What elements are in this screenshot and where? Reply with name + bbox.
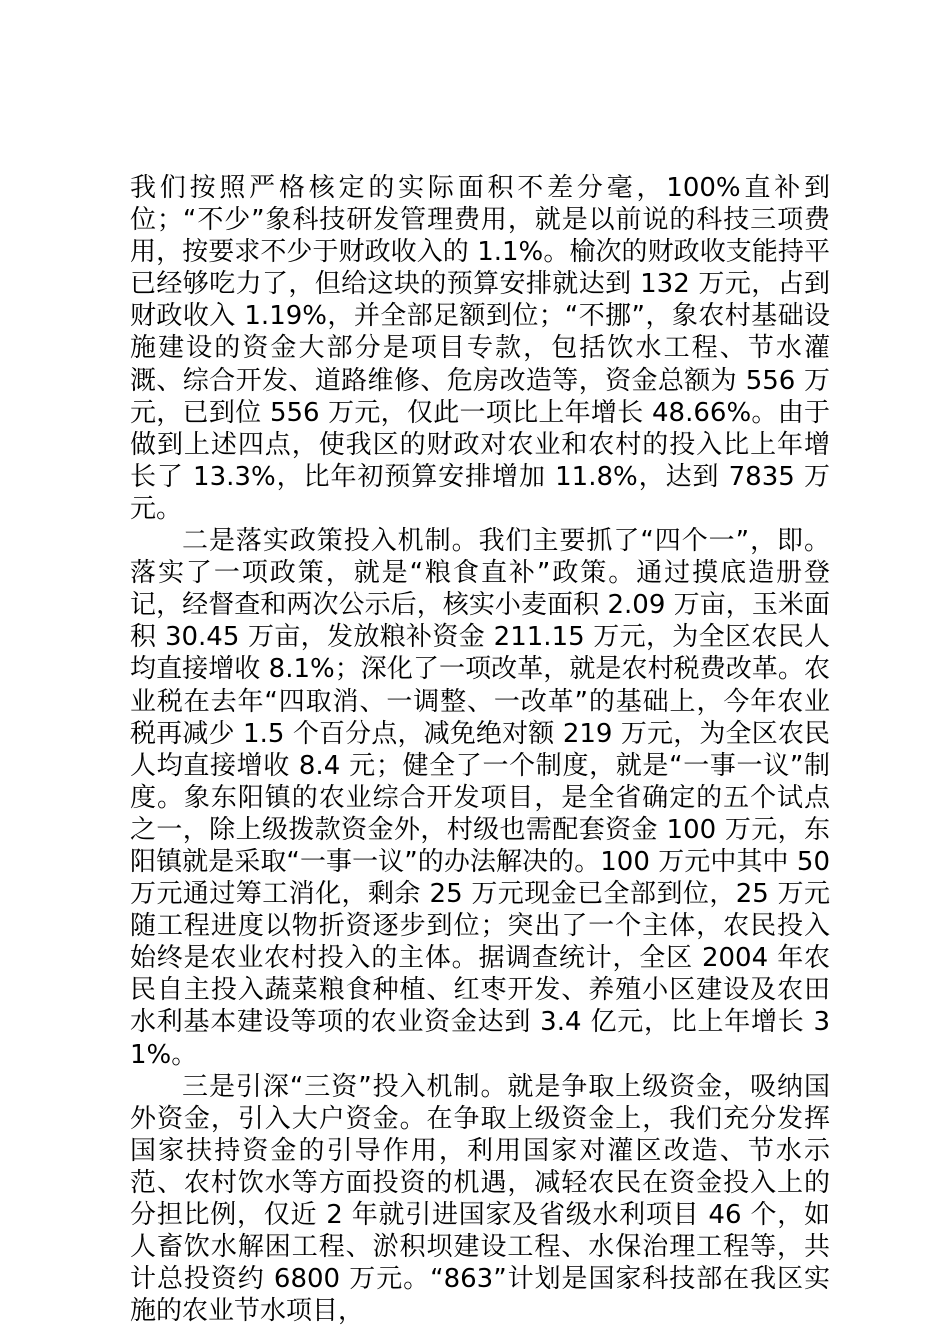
paragraph-2: 二是落实政策投入机制。我们主要抓了“四个一”，即。落实了一项政策，就是“粮食直补”政策。通过摸底造册登记，经督查和两次公示后，核实小麦面积 2.09 万亩，玉米面积 30.45 万亩，发放粮补资金 211.15 万元，为全区农民人均直接增收 8.1%；深化了一项改革，就是农村税费改革。农业税在去年“四取消、一调整、一改革”的基础上，今年农业税再减少 1.5 个百分点，减免绝对额 219 万元，为全区农民人均直接增收 8.4 元；健全了一个制度，就是“一事一议”制度。象东阳镇的农业综合开发项目，是全省确定的五个试点之一，除上级拨款资金外，村级也需配套资金 100 万元，东阳镇就是采取“一事一议”的办法解决的。100 万元中其中 50 万元通过筹工消化，剩余 25 万元现金已全部到位，25 万元随工程进度以物折资逐步到位；突出了一个主体，农民投入始终是农业农村投入的主体。据调查统计，全区 2004 年农民自主投入蔬菜粮食种植、红枣开发、养殖小区建设及农田水利基本建设等项的农业资金达到 3.4 亿元，比上年增长 31%。	[130, 526, 830, 1070]
paragraph-3: 三是引深“三资”投入机制。就是争取上级资金，吸纳国外资金，引入大户资金。在争取上级资金上，我们充分发挥国家扶持资金的引导作用，利用国家对灌区改造、节水示范、农村饮水等方面投资的机遇，减轻农民在资金投入上的分担比例，仅近 2 年就引进国家及省级水利项目 46 个，如人畜饮水解困工程、淤积坝建设工程、水保治理工程等，共计总投资约 6800 万元。“863”计划是国家科技部在我区实施的农业节水项目，	[130, 1071, 830, 1327]
document-body	[130, 172, 830, 1327]
paragraph-1: 我们按照严格核定的实际面积不差分毫，100%直补到位；“不少”象科技研发管理费用，就是以前说的科技三项费用，按要求不少于财政收入的 1.1%。榆次的财政收支能持平已经够吃力了，但给这块的预算安排就达到 132 万元，占到财政收入 1.19%，并全部足额到位；“不挪”，象农村基础设施建设的资金大部分是项目专款，包括饮水工程、节水灌溉、综合开发、道路维修、危房改造等，资金总额为 556 万元，已到位 556 万元，仅此一项比上年增长 48.66%。由于做到上述四点，使我区的财政对农业和农村的投入比上年增长了 13.3%，比年初预算安排增加 11.8%，达到 7835 万元。	[130, 173, 830, 524]
